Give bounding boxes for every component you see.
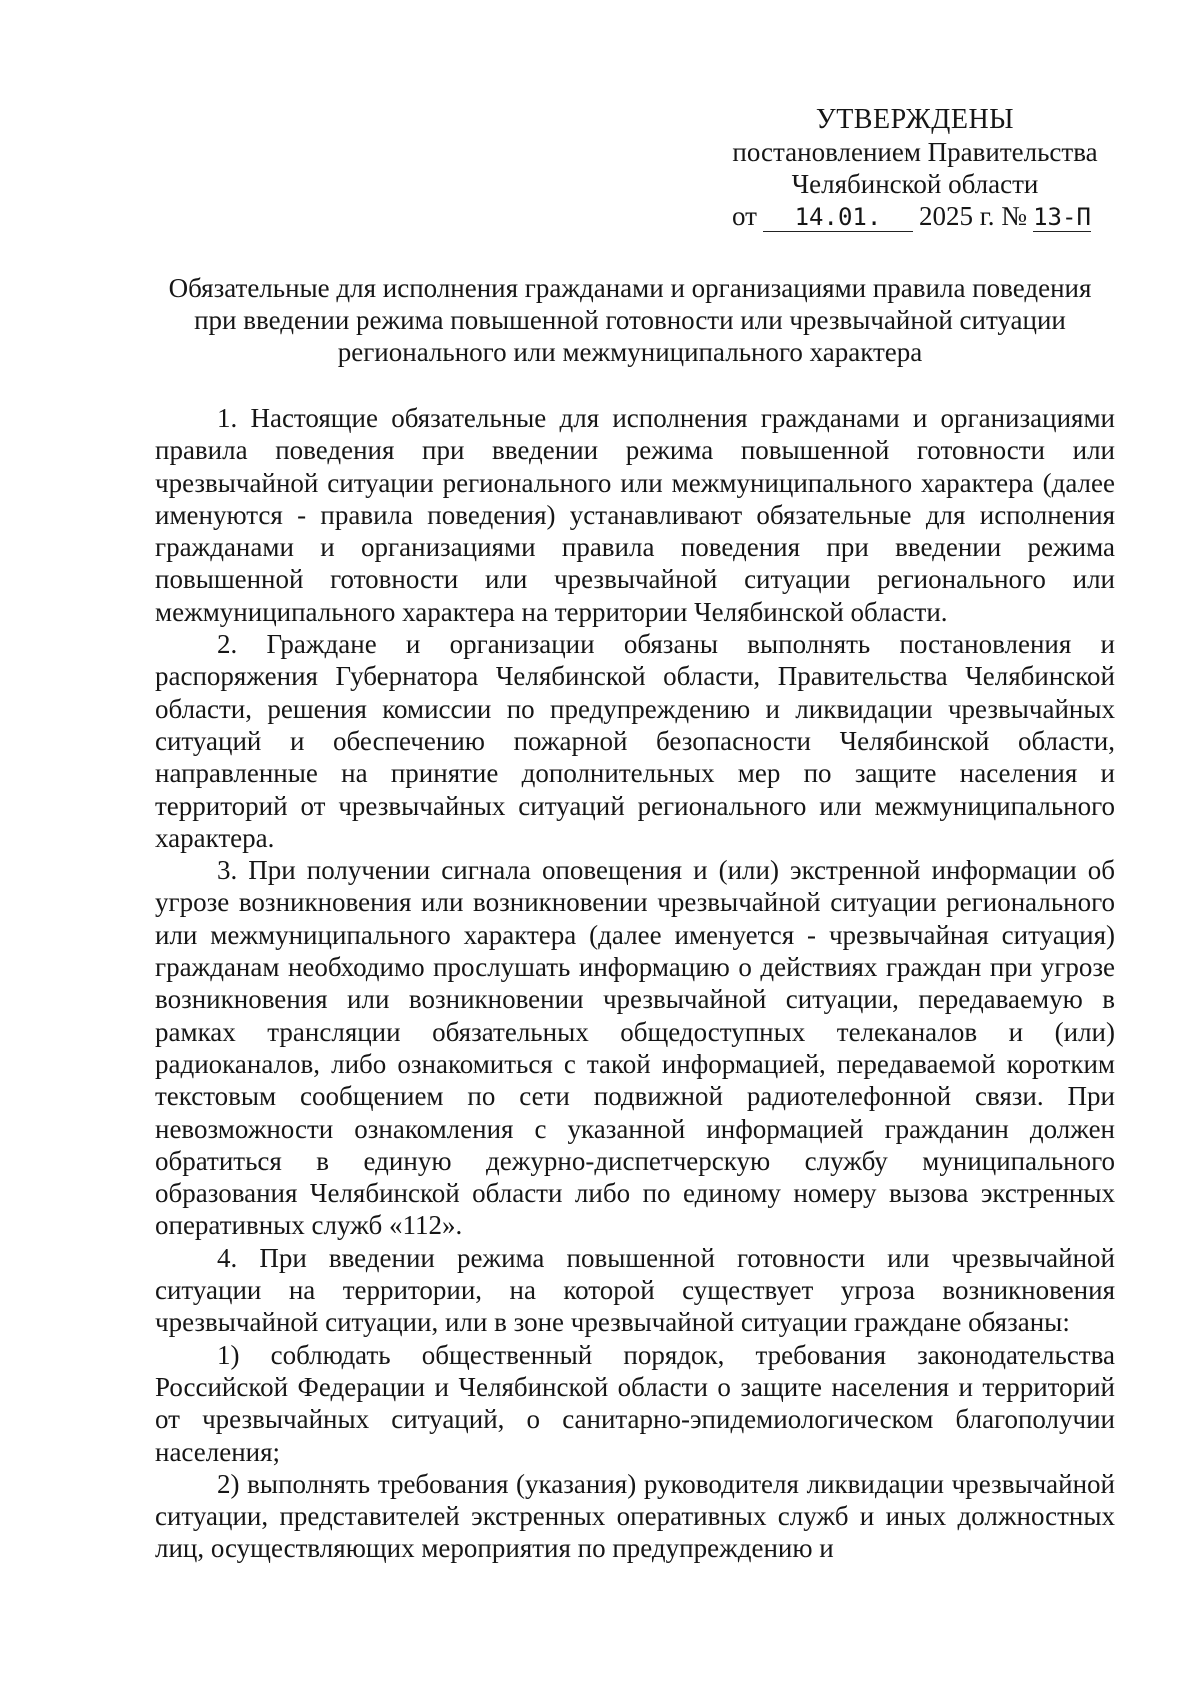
paragraph-2: 2. Граждане и организации обязаны выполнять постановления и распоряжения Губернатора Челябинской области, Правительства Челябинской области, решения комиссии по предупреждению и ликвидации чрезвычайных ситуаций и обеспечению пожарной безопасности Челябинской области, направленные на принятие дополнительных мер по защите населения и территорий от чрезвычайных ситуаций регионального или межмуниципального характера. [155,629,1115,853]
document-heading: Обязательные для исполнения гражданами и организациями правила поведения при введении режима повышенной готовности или чрезвычайной ситуации регионального или межмуниципального характера [168,273,1092,367]
paragraph-3: 3. При получении сигнала оповещения и (или) экстренной информации об угрозе возникновения или возникновении чрезвычайной ситуации регионального или межмуниципального характера (далее именуется - чрезвычайная ситуация) гражданам необходимо прослушать информацию о действиях граждан при угрозе возникновения или возникновении чрезвычайной ситуации, передаваемую в рамках трансляции обязательных общедоступных телеканалов и (или) радиоканалов, либо ознакомиться с такой информацией, передаваемой коротким текстовым сообщением по сети подвижной радиотелефонной связи. При невозможности ознакомления с указанной информацией гражданин должен обратиться в единую дежурно-диспетчерскую службу муниципального образования Челябинской области либо по единому номеру вызова экстренных оперативных служб «112». [155,855,1115,1241]
approval-date-line [732,200,1110,232]
approval-number: 13-П [1033,203,1091,231]
approval-line-2: Челябинской области [791,169,1039,199]
document-body [155,402,1115,1565]
from-label: от [732,201,757,231]
approval-title: УТВЕРЖДЕНЫ [815,104,1015,135]
approval-stamp-block [720,104,1110,232]
paragraph-4-item-2: 2) выполнять требования (указания) руководителя ликвидации чрезвычайной ситуации, представителей экстренных оперативных служб и иных должностных лиц, осуществляющих мероприятия по предупреждению и [155,1468,1115,1564]
paragraph-4: 4. При введении режима повышенной готовности или чрезвычайной ситуации на территории, на которой существует угроза возникновения чрезвычайной ситуации, или в зоне чрезвычайной ситуации граждане обязаны: [155,1242,1115,1338]
paragraph-1: 1. Настоящие обязательные для исполнения гражданами и организациями правила поведения при введении режима повышенной готовности или чрезвычайной ситуации регионального или межмуниципального характера (далее именуются - правила поведения) устанавливают обязательные для исполнения гражданами и организациями правила поведения при введении режима повышенной готовности или чрезвычайной ситуации регионального или межмуниципального характера на территории Челябинской области. [155,403,1115,627]
approval-date: 14.01. [763,203,913,232]
year-number-label: 2025 г. № [918,201,1027,231]
paragraph-4-item-1: 1) соблюдать общественный порядок, требования законодательства Российской Федерации и Челябинской области о защите населения и территорий от чрезвычайных ситуаций, о санитарно-эпидемиологическом благополучии населения; [155,1339,1115,1467]
approval-line-1: постановлением Правительства [732,137,1098,167]
